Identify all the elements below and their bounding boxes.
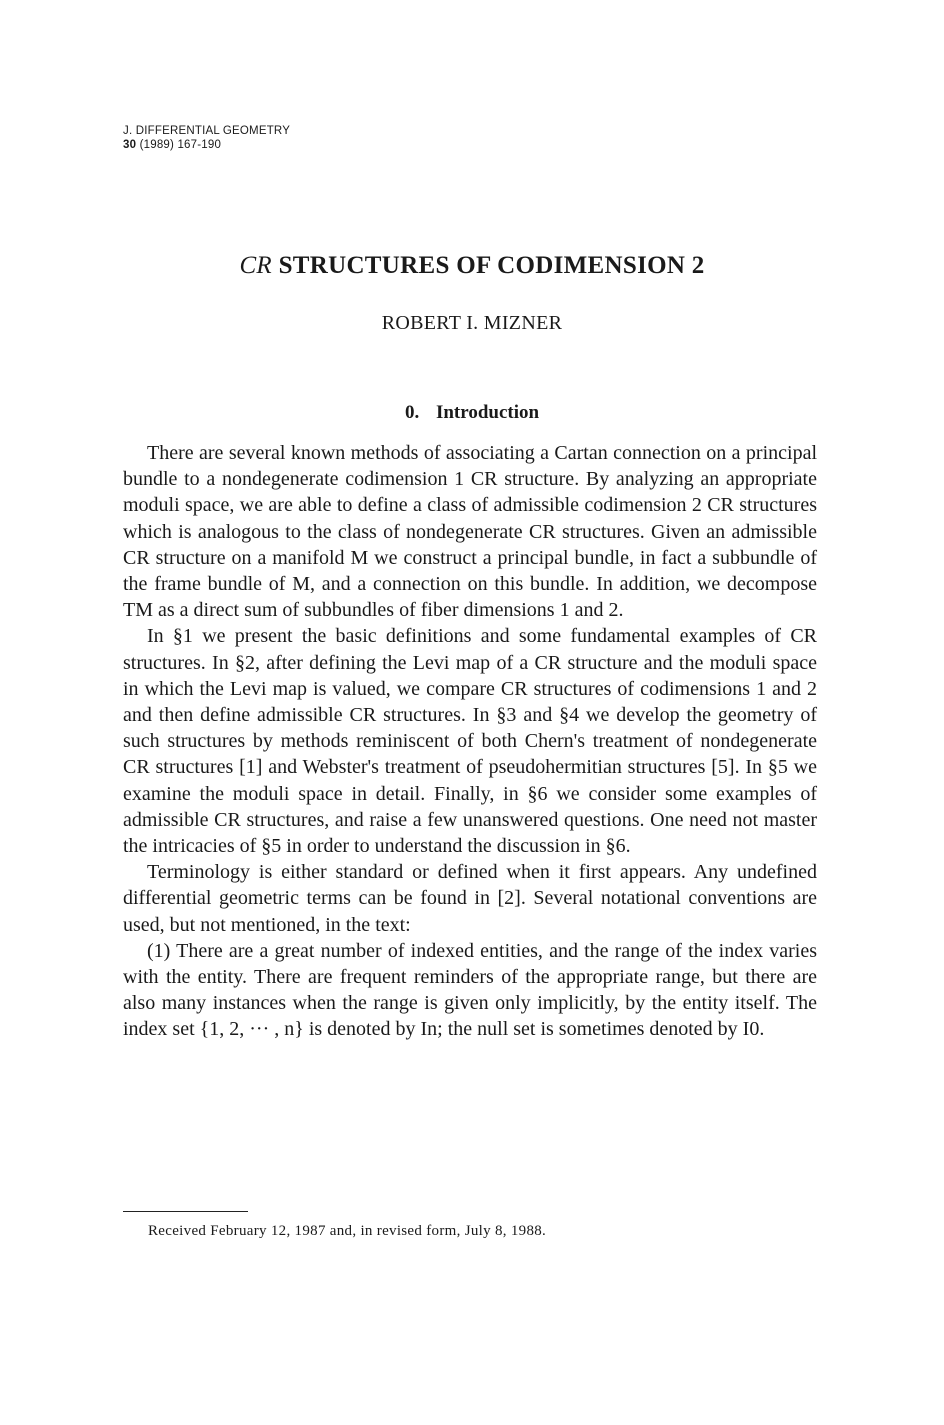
section-title: Introduction bbox=[435, 402, 540, 423]
section-number: 0. bbox=[404, 402, 420, 423]
paragraph: There are several known methods of associating a Cartan connection on a principal bundle to a nondegenerate codimension 1 CR structure. By analyzing an appropriate moduli space, we are able to define a class of admissible codimension 2 CR structures which is analogous to the class of nondegenerate CR structures. Given an admissible CR structure on a manifold M we construct a principal bundle, in fact a subbundle of the frame bundle of M, and a connection on this bundle. In addition, we decompose TM as a direct sum of subbundles of fiber dimensions 1 and 2. bbox=[123, 442, 817, 622]
journal-year-pages: (1989) 167-190 bbox=[139, 139, 222, 151]
body-text bbox=[123, 440, 817, 1043]
footnote-divider bbox=[123, 1211, 248, 1212]
journal-citation bbox=[123, 138, 290, 152]
section-heading bbox=[0, 402, 944, 424]
journal-header bbox=[123, 124, 290, 152]
paragraph: (1) There are a great number of indexed entities, and the range of the index varies with the entity. There are frequent reminders of the appropriate range, but there are also many instances when the range is given only implicitly, by the entity itself. The index set {1, 2, ··· , n} is denoted by In; the null set is sometimes denoted by I0. bbox=[123, 939, 817, 1041]
journal-name: J. DIFFERENTIAL GEOMETRY bbox=[123, 125, 291, 137]
paper-title-main: STRUCTURES OF CODIMENSION 2 bbox=[278, 252, 705, 279]
author-name: ROBERT I. MIZNER bbox=[381, 312, 563, 334]
journal-volume: 30 bbox=[123, 139, 137, 151]
paper-title bbox=[0, 252, 944, 280]
footnote: Received February 12, 1987 and, in revised form, July 8, 1988. bbox=[148, 1223, 547, 1239]
paragraph: Terminology is either standard or defined when it first appears. Any undefined differential geometric terms can be found in [2]. Several notational conventions are used, but not mentioned, in the text: bbox=[123, 861, 817, 936]
paragraph: In §1 we present the basic definitions and some fundamental examples of CR structures. In §2, after defining the Levi map of a CR structure and the moduli space in which the Levi map is valued, we compare CR structures of codimensions 1 and 2 and then define admissible CR structures. In §3 and §4 we develop the geometry of such structures by methods reminiscent of both Chern's treatment of nondegenerate CR structures [1] and Webster's treatment of pseudohermitian structures [5]. In §5 we examine the moduli space in detail. Finally, in §6 we consider some examples of admissible CR structures, and raise a few unanswered questions. One need not master the intricacies of §5 in order to understand the discussion in §6. bbox=[123, 625, 817, 858]
paper-title-italic: CR bbox=[239, 252, 272, 279]
